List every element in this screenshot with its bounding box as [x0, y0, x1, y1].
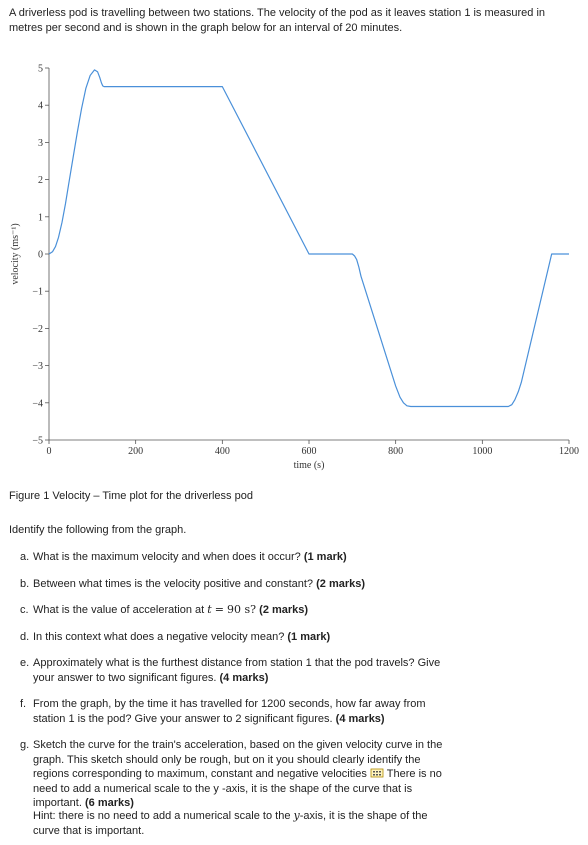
question-letter: e. — [20, 657, 30, 669]
question-f — [20, 697, 445, 726]
y-axis-title: velocity (ms⁻¹) — [10, 223, 21, 285]
question-marks: (1 mark) — [287, 630, 331, 643]
question-e — [20, 656, 445, 685]
question-b — [20, 577, 445, 592]
question-a — [20, 550, 445, 565]
hint-before: Hint: there is no need to add a numerical scale to the — [33, 810, 291, 822]
velocity-curve — [49, 70, 569, 407]
y-tick-label: −1 — [32, 286, 43, 298]
x-tick-label: 1200 — [559, 446, 579, 457]
question-letter: a. — [20, 551, 30, 563]
question-text: What is the value of acceleration at — [33, 604, 205, 616]
question-list — [20, 550, 445, 823]
x-tick-label: 800 — [388, 446, 404, 457]
x-tick-label: 1000 — [472, 446, 493, 457]
question-text: Approximately what is the furthest distance from station 1 that the pod travels? Give your answer to two significant figures. — [33, 657, 441, 684]
velocity-time-chart — [0, 58, 588, 486]
question-text: What is the maximum velocity and when does it occur? — [33, 551, 301, 563]
y-tick-label: 4 — [38, 100, 43, 112]
question-c — [20, 603, 445, 618]
question-marks: (6 marks) — [84, 797, 134, 809]
x-tick-label: 600 — [301, 446, 317, 457]
hint-after: -axis, it is the shape of the curve that is important. — [33, 810, 428, 837]
y-tick-label: −4 — [32, 398, 43, 410]
equals-sign: = — [214, 603, 224, 616]
question-letter: f. — [20, 698, 27, 710]
question-marks: (2 marks) — [316, 577, 366, 590]
x-tick-label: 0 — [46, 446, 52, 457]
question-marks: (4 marks) — [335, 712, 385, 725]
question-letter: b. — [20, 577, 30, 590]
time-variable: t — [207, 603, 212, 616]
question-marks: (1 mark) — [303, 551, 347, 563]
question-text: Between what times is the velocity positive and constant? — [33, 577, 314, 590]
question-g — [20, 738, 445, 811]
question-text-continued: There is no need to add a numerical scale to the y -axis, it is the shape of the curve that is important. — [33, 768, 442, 809]
x-tick-label: 200 — [128, 446, 144, 457]
question-marks: (2 marks) — [259, 604, 309, 616]
y-variable: y — [293, 809, 300, 822]
y-tick-label: −3 — [32, 361, 43, 373]
question-letter: d. — [20, 630, 30, 643]
question-letter: g. — [20, 739, 30, 751]
y-tick-label: −5 — [32, 435, 43, 447]
y-tick-label: 2 — [38, 175, 43, 187]
time-value: 90 s? — [227, 603, 257, 616]
y-tick-label: 3 — [38, 137, 43, 149]
question-text: From the graph, by the time it has travelled for 1200 seconds, how far away from station 1 is the pod? Give your answer to 2 significant figures. — [33, 698, 426, 725]
y-tick-label: 5 — [38, 63, 43, 75]
question-text: Sketch the curve for the train's acceleration, based on the given velocity curve in the graph. This sketch should only be rough, but on it you should clearly identify the regions corresponding to maximum, constant and negative velocities — [33, 739, 443, 780]
intro-paragraph: A driverless pod is travelling between two stations. The velocity of the pod as it leaves station 1 is measured in metres per second and is shown in the graph below for an interval of 20 minutes. — [9, 7, 546, 34]
x-axis-title: time (s) — [293, 460, 325, 471]
hint-text — [33, 809, 445, 838]
broken-math-icon — [370, 768, 384, 778]
question-letter: c. — [20, 604, 29, 616]
figure-caption: Figure 1 Velocity – Time plot for the driverless pod — [9, 490, 253, 502]
question-d — [20, 630, 445, 645]
y-tick-label: 1 — [38, 212, 43, 224]
x-tick-label: 400 — [214, 446, 230, 457]
instruction-text: Identify the following from the graph. — [9, 524, 187, 536]
y-tick-label: 0 — [38, 249, 43, 261]
y-tick-label: −2 — [32, 323, 43, 335]
question-marks: (4 marks) — [219, 671, 269, 684]
question-text: In this context what does a negative velocity mean? — [33, 630, 285, 643]
